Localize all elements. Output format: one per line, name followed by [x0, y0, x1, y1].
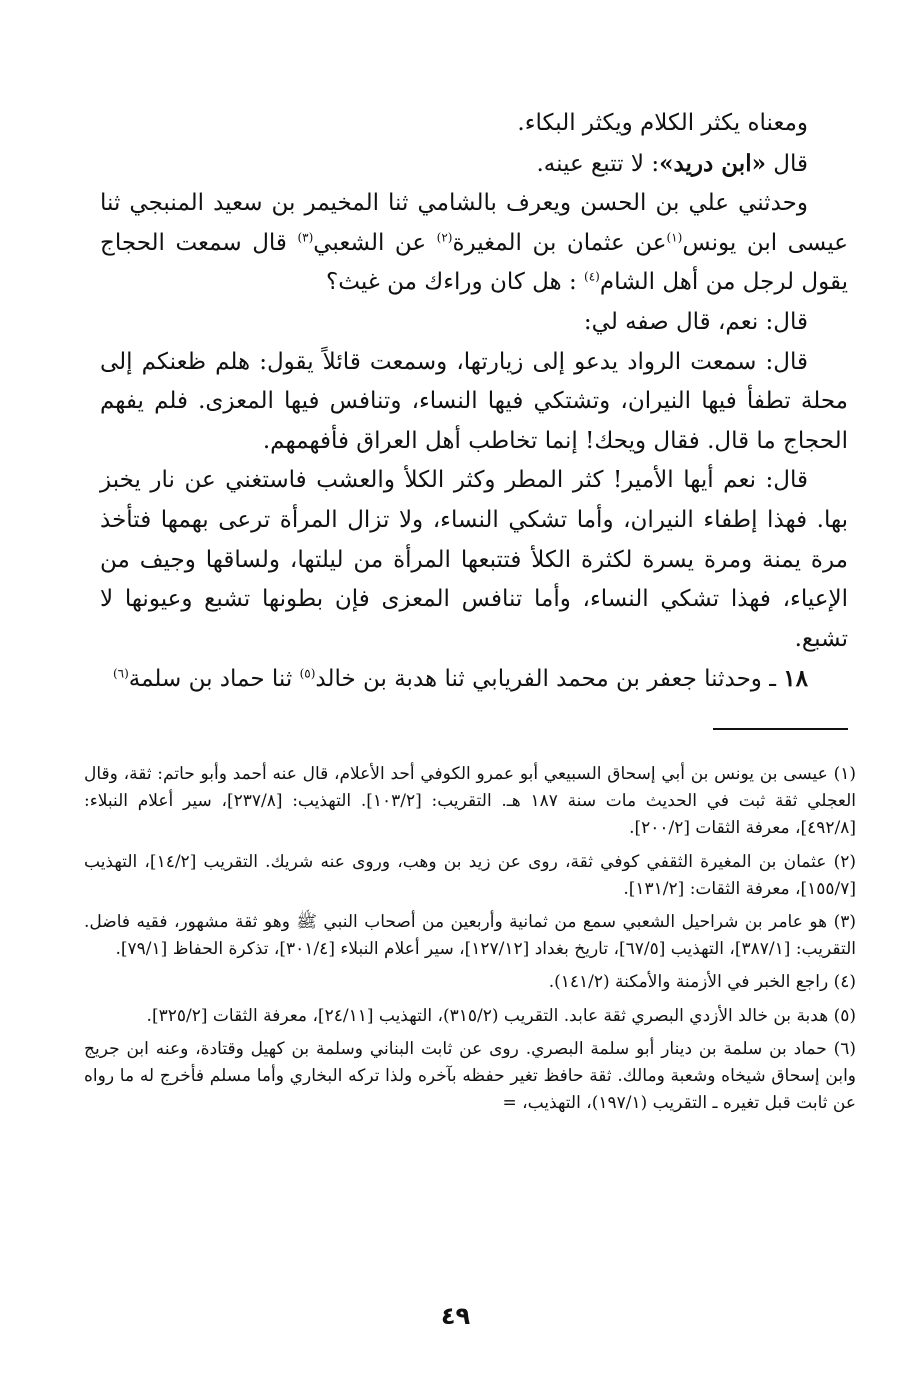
- footnote-5: (٥) هدبة بن خالد الأزدي البصري ثقة عابد. التقريب (٣١٥/٢)، التهذيب [٢٤/١١]، معرفة الثقات [٣٢٥/٢].: [146, 1005, 856, 1026]
- hadith-number: ١٨: [783, 665, 808, 693]
- footnote-ref-6[interactable]: (٦): [112, 666, 129, 681]
- paragraph-2: قال «ابن دريد»: لا تتبع عينه.: [536, 149, 808, 177]
- paragraph-1: ومعناه يكثر الكلام ويكثر البكاء.: [517, 110, 808, 136]
- paragraph-3: وحدثني علي بن الحسن ويعرف بالشامي ثنا المخيمر بن سعيد المنبجي ثنا عيسى ابن يونس$^{(١)}$عن عثمان بن المغيرة$^{(٢)}$ عن الشعبي$^{(٣)}$ قال سمعت الحجاج يقول لرجل من أهل الشام$^{(٤)}$ : هل كان وراءك من غيث؟: [100, 190, 848, 296]
- footnote-3: (٣) هو عامر بن شراحيل الشعبي سمع من ثمانية وأربعين من أصحاب النبي ﷺ وهو ثقة مشهور، فقيه فاضل. التقريب: [٣٨٧/١]، التهذيب [٦٧/٥]، تاريخ بغداد [١٢٧/١٢]، سير أعلام النبلاء [٣٠١/٤]، تذكرة الحفاظ [٧٩/١].: [84, 912, 856, 960]
- paragraph-4: قال: نعم، قال صفه لي:: [583, 308, 808, 335]
- footnotes: [84, 761, 856, 1117]
- footnote-4: (٤) راجع الخبر في الأزمنة والأمكنة (١٤١/٢).: [548, 972, 856, 993]
- continuation-mark: =: [502, 1093, 517, 1114]
- paragraph-6: قال: نعم أيها الأمير! كثر المطر وكثر الكلأ والعشب فاستغني عن نار يخبز بها. فهذا إطفاء النيران، وأما تشكي النساء، ولا تزال المرأة ترعى بهمها فتأخذ مرة يمنة ومرة يسرة لكثرة الكلأ فتتبعها المرأة من ليلتها، ولساقها وجيف من الإعياء، فهذا تشكي النساء، وأما تنافس المعزى فإن بطونها تشبع وعيونها لا تشبع.: [100, 467, 848, 652]
- paragraph-5: قال: سمعت الرواد يدعو إلى زيارتها، وسمعت قائلاً يقول: هلم ظعنكم إلى محلة تطفأ فيها النيران، وتشتكي فيها النساء، وتنافس فيها المعزى. فلم يفهم الحجاج ما قال. فقال ويحك! إنما تخاطب أهل العراق فأفهمهم.: [100, 348, 848, 454]
- main-text: [100, 104, 848, 700]
- footnote-6-text: (٦) حماد بن سلمة بن دينار أبو سلمة البصري. روى عن ثابت البناني وسلمة بن كهيل وقتادة، وعنه ابن جريج وابن إسحاق شيخاه وشعبة ومالك. ثقة حافظ تغير حفظه بآخره ولذا تركه البخاري وأما مسلم فأخرج له ما رواه عن ثابت قبل تغيره ـ التقريب (١٩٧/١)، التهذيب،: [84, 1038, 856, 1114]
- paragraph-7: ١٨ ـ وحدثنا جعفر بن محمد الفريابي ثنا هدبة بن خالد$^{(٥)}$ ثنا حماد بن سلمة$^{(٦)}$: [112, 665, 808, 693]
- footnote-ref-3[interactable]: (٣): [297, 230, 314, 245]
- footnote-ref-5[interactable]: (٥): [299, 666, 316, 681]
- footnote-6: [84, 1036, 856, 1118]
- footnote-ref-2[interactable]: (٢): [436, 230, 453, 245]
- footnote-2: (٢) عثمان بن المغيرة الثقفي كوفي ثقة، روى عن زيد بن وهب، وروى عنه شريك. التقريب [١٤/٢]، التهذيب [١٥٥/٧]، معرفة الثقات: [١٣١/٢].: [84, 851, 857, 899]
- footnote-1: (١) عيسى بن يونس بن أبي إسحاق السبيعي أبو عمرو الكوفي أحد الأعلام، قال عنه أحمد وأبو حاتم: ثقة، وقال العجلي ثقة ثبت في الحديث مات سنة ١٨٧ هـ. التقريب: [١٠٣/٢]. التهذيب: [٢٣٧/٨]، سير أعلام النبلاء: [٤٩٢/٨]، معرفة الثقات [٢٠٠/٢].: [84, 764, 857, 839]
- ibn-durayd-name: «ابن دريد»: [659, 149, 766, 177]
- page-number: ٤٩: [440, 1302, 471, 1330]
- footnote-ref-1[interactable]: (١): [666, 230, 683, 245]
- footnote-ref-4[interactable]: (٤): [584, 269, 600, 284]
- footnote-separator: [713, 728, 848, 730]
